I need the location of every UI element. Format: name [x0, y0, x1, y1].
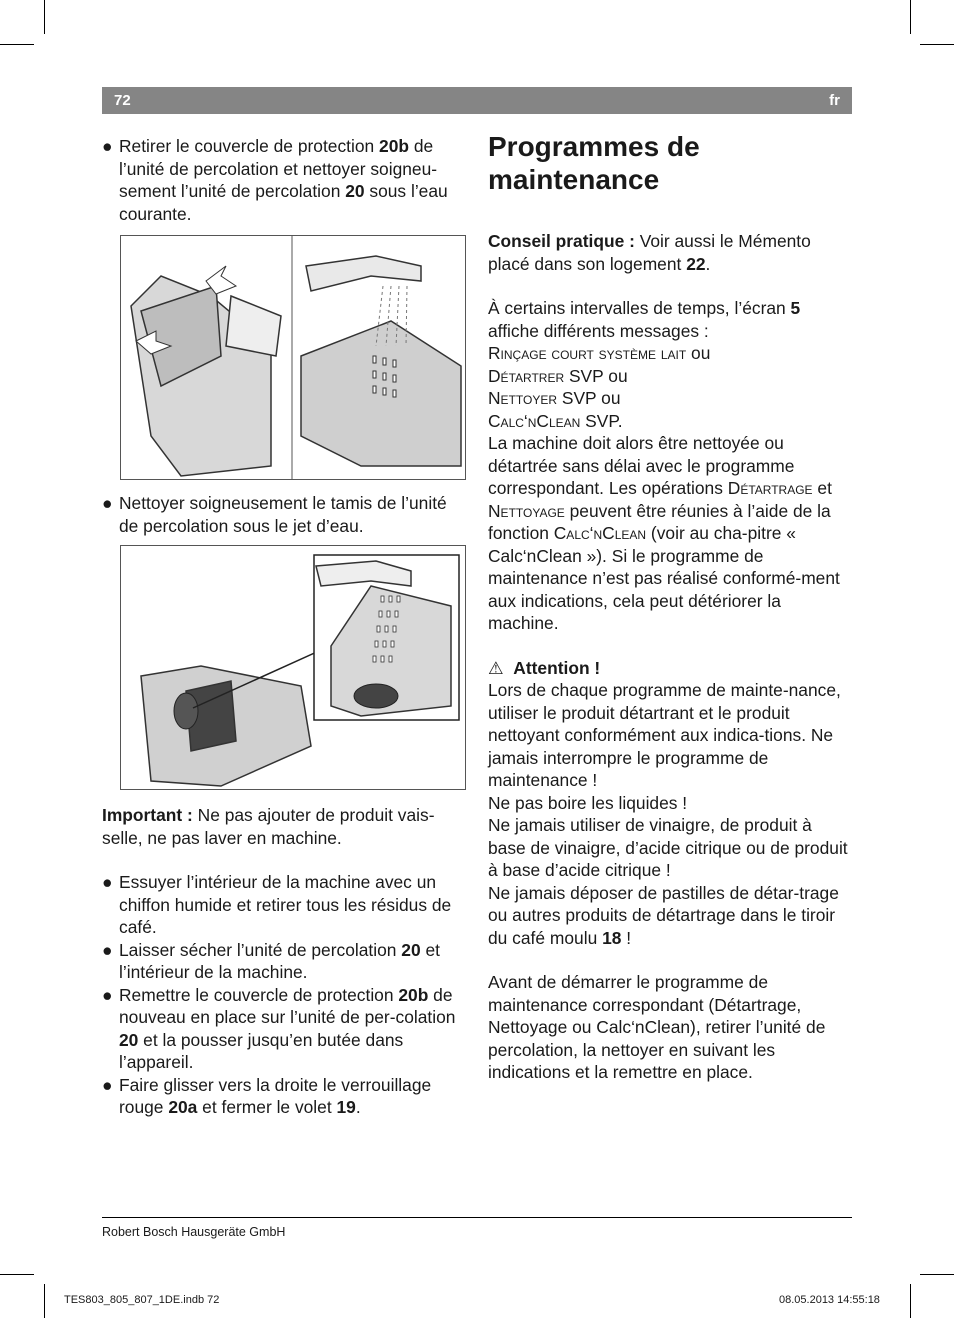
display-message: Détartrer SVP ou	[488, 365, 628, 386]
page-number: 72	[114, 92, 131, 109]
bullet-item: ● Faire glisser vers la droite le verrouillage rouge 20a et fermer le volet 19.	[102, 1074, 432, 1117]
print-slug-file: TES803_805_807_1DE.indb 72	[64, 1294, 220, 1306]
page-header	[102, 87, 852, 114]
bullet-item: ● Nettoyer soigneusement le tamis de l’unité de percolation sous le jet d’eau.	[102, 493, 447, 536]
warning-text: Ne jamais utiliser de vinaigre, de produit à base de vinaigre, d’acide citrique ou de produit à base d’acide citrique !	[488, 815, 848, 880]
crop-mark	[910, 0, 911, 34]
crop-mark	[0, 1274, 34, 1275]
figure-remove-cover	[120, 235, 466, 480]
body-paragraph: La machine doit alors être nettoyée ou détartrée sans délai avec le programme correspondant. Les opérations Détartrage et Nettoyage peuvent être réunies à l’aide de la fonction Calc‘nClean (voir au cha-pitre « Calc‘nClean »). Si le programme de maintenance n’est pas réalisé conformé-ment aux indications, cela peut détériorer la machine.	[488, 433, 840, 633]
warning-text: Ne pas boire les liquides !	[488, 792, 688, 813]
crop-mark	[920, 44, 954, 45]
closing-paragraph: Avant de démarrer le programme de maintenance correspondant (Détartrage, Nettoyage ou Calc‘nClean), retirer l’unité de percolation, la nettoyer en suivant les indications et la remettre en place.	[488, 972, 826, 1082]
section-title: Programmes de maintenance	[488, 131, 700, 195]
crop-mark	[0, 44, 34, 45]
warning-text: Ne jamais déposer de pastilles de détar-trage ou autres produits de détartrage dans le tiroir du café moulu 18 !	[488, 882, 839, 948]
display-message: Nettoyer SVP ou	[488, 388, 621, 408]
bullet-item: ● Laisser sécher l’unité de percolation 20 et l’intérieur de la machine.	[102, 939, 440, 982]
left-column	[102, 135, 468, 1119]
important-note: Important : Ne pas ajouter de produit vais-selle, ne pas laver en machine.	[102, 805, 435, 848]
crop-mark	[920, 1274, 954, 1275]
intro-paragraph: À certains intervalles de temps, l’écran 5 affiche différents messages :	[488, 298, 801, 341]
right-column	[488, 130, 854, 1084]
bullet-item: ● Essuyer l’intérieur de la machine avec un chiffon humide et retirer tous les résidus de café.	[102, 872, 452, 937]
crop-mark	[44, 1284, 45, 1318]
illustration-filter-rinse	[121, 546, 465, 789]
print-slug-date: 08.05.2013 14:55:18	[779, 1294, 880, 1306]
bullet-item: ● Retirer le couvercle de protection 20b de l’unité de percolation et nettoyer soigneu-sement l’unité de percolation 20 sous l’eau courante.	[102, 136, 448, 224]
bullet-item: ● Remettre le couvercle de protection 20b de nouveau en place sur l’unité de per-colation 20 et la pousser jusqu’en butée dans l’appareil.	[102, 984, 456, 1072]
practical-tip: Conseil pratique : Voir aussi le Mémento placé dans son logement 22.	[488, 231, 811, 274]
attention-heading: ⚠ Attention !	[488, 657, 601, 678]
language-code: fr	[829, 92, 840, 109]
crop-mark	[910, 1284, 911, 1318]
illustration-cover-removal	[121, 236, 465, 479]
figure-rinse-filter	[120, 545, 466, 790]
warning-icon: ⚠	[488, 657, 504, 678]
display-message: Calc‘nClean SVP.	[488, 410, 623, 431]
footer-company: Robert Bosch Hausgeräte GmbH	[102, 1225, 286, 1239]
warning-text: Lors de chaque programme de mainte-nance, utiliser le produit détartrant et le produit nettoyant conformément aux indica-tions. Ne jamais interrompre le programme de maintenance !	[488, 680, 841, 790]
footer-rule	[102, 1217, 852, 1218]
display-message: Rinçage court système lait ou	[488, 343, 711, 363]
crop-mark	[44, 0, 45, 34]
